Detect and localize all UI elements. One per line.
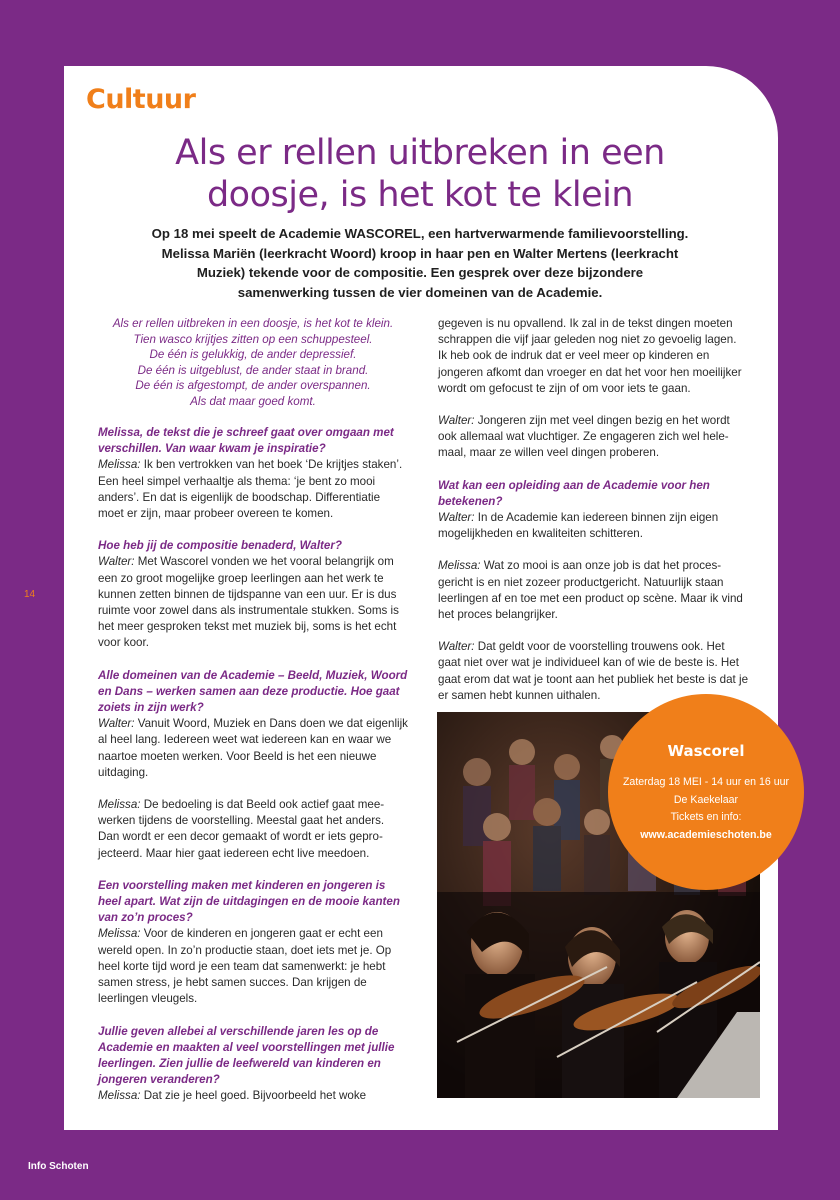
answer: Dat zie je heel goed. Bijvoorbeeld het woke: [140, 1089, 367, 1103]
event-badge: [608, 694, 804, 890]
event-url-link[interactable]: www.academieschoten.be: [640, 828, 772, 841]
interview-block: [438, 413, 748, 462]
speaker: Melissa:: [98, 798, 141, 812]
interview-block: [98, 668, 408, 781]
answer: Voor de kinderen en jongeren gaat er echt een wereld open. In zo’n productie staan, doet iets met je. Op heel korte tijd word je een team dat samenwerkt: je hebt samen stress, je hebt samen succes. Dan krijgen de leerlingen vleugels.: [98, 927, 392, 1006]
speaker: Walter:: [438, 511, 475, 525]
answer: gegeven is nu opvallend. Ik zal in de tekst dingen moeten schrappen die vijf jaar geleden nog niet zo gevoelig lagen. Ik heb ook de indruk dat er veel meer op kinderen en jongeren afkomt dan vroeger en dat het voor hen moeilijker wordt om gefocust te zijn of om voor iets te gaan.: [438, 317, 742, 395]
question: Wat kan een opleiding aan de Academie voor hen betekenen?: [438, 478, 710, 508]
poem-line: Als er rellen uitbreken in een doosje, is het kot te klein.: [112, 317, 394, 330]
event-tickets: Tickets en info:: [670, 811, 742, 823]
poem-line: Als dat maar goed komt.: [190, 394, 316, 408]
speaker: Melissa:: [98, 1089, 141, 1103]
poem-line: De één is afgestompt, de ander overspannen.: [135, 379, 371, 392]
poem-line: Tien wasco krijtjes zitten op een schuppesteel.: [133, 332, 373, 346]
speaker: Walter:: [438, 640, 475, 654]
question: Een voorstelling maken met kinderen en jongeren is heel apart. Wat zijn de uitdagingen en de mooie kanten van zo’n proces?: [98, 878, 400, 925]
interview-block: [98, 425, 408, 522]
speaker: Walter:: [98, 717, 135, 731]
answer: Dat geldt voor de voorstelling trouwens ook. Het gaat niet over wat je individueel kan of wie de beste is. Het gaat erom dat wat je toont aan het publiek het beste is dat je er samen hebt kunnen uithalen.: [438, 640, 749, 702]
interview-block: [98, 538, 408, 651]
answer: In de Academie kan iedereen binnen zijn eigen mogelijkheden en kwaliteiten schitteren.: [438, 511, 719, 541]
event-venue: De Kaekelaar: [673, 793, 739, 806]
poem-line: De één is gelukkig, de ander depressief.: [149, 348, 357, 361]
question: Hoe heb jij de compositie benaderd, Walter?: [98, 539, 342, 553]
answer: De bedoeling is dat Beeld ook actief gaat meewerken tijdens de voorstelling. Meestal gaat het anders. Dan wordt er een decor gemaakt of wordt er iets geprojecteerd. Maar hier gaat iedereen echt live meedoen.: [98, 798, 385, 860]
answer: Wat zo mooi is aan onze job is dat het procesgericht is en niet zozeer productgericht. Natuurlijk staan leerlingen af en toe met een product op scène. Maar ik vind het proces belangrijker.: [438, 559, 743, 622]
interview-block: [98, 797, 408, 862]
section-label: Cultuur: [86, 84, 196, 115]
question: Alle domeinen van de Academie – Beeld, Muziek, Woord en Dans – werken samen aan deze productie. Hoe gaat zoiets in zijn werk?: [98, 668, 408, 715]
speaker: Walter:: [438, 414, 475, 428]
question: Jullie geven allebei al verschillende jaren les op de Academie en maakten al veel voorstellingen met jullie leerlingen. Zien jullie de leefwereld van kinderen en jongeren veranderen?: [98, 1024, 395, 1087]
answer: Met Wascorel vonden we het vooral belangrijk om een zo groot mogelijke groep leerlingen aan het werk te kunnen zetten binnen de tijdspanne van een uur. Er is dus ruimte voor zowel dans als instrumentale stukken. Soms is het meer gesproken tekst met muziek bij, soms is het echt voor koor.: [98, 555, 399, 650]
right-column: [438, 316, 748, 720]
event-details: [608, 774, 804, 844]
interview-block: [438, 558, 748, 623]
speaker: Walter:: [98, 555, 135, 569]
poem-line: De één is uitgeblust, de ander staat in brand.: [137, 363, 369, 377]
headline: Als er rellen uitbreken in een doosje, is het kot te klein: [175, 133, 665, 215]
left-column: [98, 316, 408, 1121]
page-number: 14: [24, 589, 36, 600]
interview-block: [98, 878, 408, 1008]
event-date: Zaterdag 18 MEI - 14 uur en 16 uur: [622, 776, 790, 788]
speaker: Melissa:: [98, 927, 141, 941]
speaker: Melissa:: [438, 559, 481, 573]
answer: Vanuit Woord, Muziek en Dans doen we dat eigenlijk al heel lang. Iedereen weet wat iedereen kan en waar we naartoe moeten werken. Voor Beeld is het een nieuwe uitdaging.: [98, 717, 408, 779]
question: Melissa, de tekst die je schreef gaat over omgaan met verschillen. Van waar kwam je inspiratie?: [98, 426, 394, 456]
interview-block: [98, 1024, 408, 1105]
event-title: Wascorel: [667, 742, 745, 760]
answer: Ik ben vertrokken van het boek ‘De krijtjes staken’. Een heel simpel verhaaltje als thema: ‘je bent zo mooi anders’. En dat is eigenlijk de boodschap. Differentiatie moet er zijn, maar probeer overeen te komen.: [98, 458, 403, 521]
intro-paragraph: Op 18 mei speelt de Academie WASCOREL, een hartverwarmende familievoorstelling. Melissa Mariën (leerkracht Woord) kroop in haar pen en Walter Mertens (leerkracht Muziek) tekende voor de compositie. Een gesprek over deze bijzondere samenwerking tussen de vier domeinen van de Academie.: [151, 226, 689, 300]
speaker: Melissa:: [98, 458, 141, 472]
answer: Jongeren zijn met veel dingen bezig en het wordt ook allemaal wat vluchtiger. Ze engageren zich wel helemaal, maar ze willen veel dingen proberen.: [438, 414, 730, 460]
footer-brand: Info Schoten: [28, 1161, 89, 1172]
poem: [98, 316, 408, 409]
interview-block: [438, 478, 748, 543]
interview-block: [438, 316, 748, 397]
